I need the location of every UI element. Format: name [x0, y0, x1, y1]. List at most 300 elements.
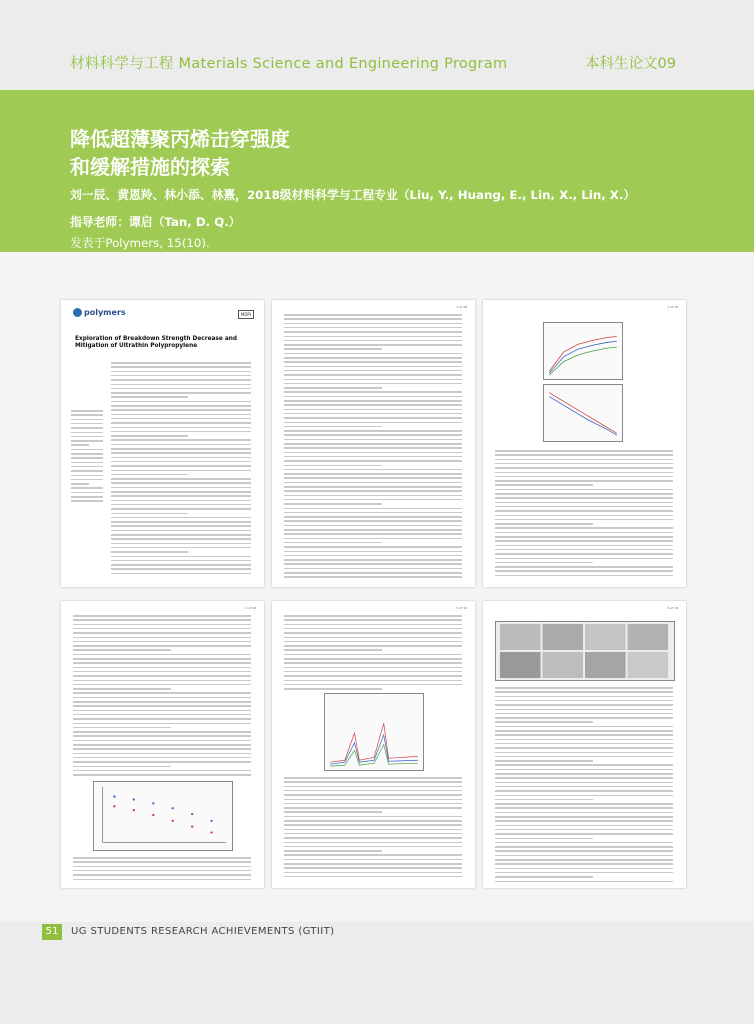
- text-line: [284, 675, 462, 677]
- journal-header: 材料科学与工程 Materials Science and Engineering Program: [70, 56, 508, 72]
- text-line: [284, 465, 382, 467]
- text-line: [284, 876, 462, 878]
- text-line: [284, 615, 462, 617]
- text-line: [284, 456, 462, 458]
- text-line: [284, 452, 462, 454]
- text-line: [111, 560, 251, 562]
- text-line: [284, 867, 462, 869]
- text-line: [495, 527, 673, 529]
- paper-page-1: [61, 300, 264, 587]
- text-line: [284, 409, 462, 411]
- text-line: [284, 572, 462, 574]
- text-line: [111, 525, 251, 527]
- text-line: [111, 500, 251, 502]
- text-line: [284, 859, 462, 861]
- text-line: [73, 870, 251, 872]
- text-line: [111, 482, 251, 484]
- text-line: [111, 568, 251, 570]
- figure-4-sem-images: [495, 621, 675, 681]
- text-line: [73, 857, 251, 859]
- text-line: [284, 434, 462, 436]
- text-line: [495, 502, 673, 504]
- text-line: [71, 479, 103, 481]
- text-line: [111, 478, 251, 480]
- text-line: [284, 854, 462, 856]
- text-line: [111, 422, 251, 424]
- text-line: [73, 740, 251, 742]
- text-line: [495, 872, 673, 874]
- text-line: [73, 654, 251, 656]
- text-line: [111, 435, 188, 437]
- text-line: [495, 523, 593, 525]
- text-line: [71, 414, 103, 416]
- figure-2-plot: [94, 782, 232, 850]
- text-line: [111, 431, 251, 433]
- text-line: [73, 684, 251, 686]
- text-line: [495, 756, 673, 758]
- text-line: [111, 405, 251, 407]
- text-line: [284, 794, 462, 796]
- page-label: 5 of 18: [456, 606, 467, 610]
- text-line: [111, 414, 251, 416]
- text-line: [495, 807, 673, 809]
- text-line: [495, 734, 673, 736]
- text-line: [73, 879, 251, 881]
- text-line: [73, 624, 251, 626]
- text-line: [73, 735, 251, 737]
- text-line: [495, 846, 673, 848]
- text-line: [73, 697, 251, 699]
- text-line: [284, 777, 462, 779]
- text-line: [284, 803, 462, 805]
- text-line: [495, 829, 673, 831]
- text-line: [73, 701, 251, 703]
- text-line: [284, 790, 462, 792]
- text-line: [284, 850, 382, 852]
- text-line: [284, 863, 462, 865]
- text-line: [284, 374, 462, 376]
- text-line: [284, 404, 462, 406]
- text-line: [73, 753, 251, 755]
- text-line: [73, 680, 251, 682]
- text-line: [73, 705, 251, 707]
- text-line: [284, 422, 462, 424]
- footer-text: UG STUDENTS RESEARCH ACHIEVEMENTS (GTIIT): [71, 926, 335, 937]
- text-line: [284, 645, 462, 647]
- text-line: [284, 353, 462, 355]
- text-line: [284, 624, 462, 626]
- text-line: [284, 499, 462, 501]
- text-line: [284, 525, 462, 527]
- article-title-line1: 降低超薄聚丙烯击穿强度: [70, 127, 290, 151]
- text-line: [73, 662, 251, 664]
- text-line: [284, 649, 382, 651]
- published-in: 发表于Polymers, 15(10).: [70, 236, 210, 250]
- text-line: [495, 691, 673, 693]
- text-line: [284, 786, 462, 788]
- text-line: [284, 811, 382, 813]
- text-line: [71, 496, 103, 498]
- text-line: [495, 876, 593, 878]
- footer: [0, 922, 754, 1024]
- text-line: [73, 628, 251, 630]
- text-line: [495, 833, 673, 835]
- text-line: [111, 491, 251, 493]
- text-line: [71, 466, 103, 468]
- text-line: [495, 816, 673, 818]
- text-line: [111, 439, 251, 441]
- text-line: [111, 461, 251, 463]
- text-line: [71, 449, 103, 451]
- text-line: [73, 641, 251, 643]
- text-line: [495, 786, 673, 788]
- paper-page-3: [483, 300, 686, 587]
- text-line: [111, 474, 188, 476]
- text-line: [73, 675, 251, 677]
- text-line: [284, 658, 462, 660]
- text-line: [495, 850, 673, 852]
- text-line: [73, 774, 251, 776]
- text-line: [111, 504, 251, 506]
- text-line: [284, 688, 382, 690]
- header-band: [0, 0, 754, 90]
- text-line: [284, 473, 462, 475]
- text-line: [71, 423, 103, 425]
- text-line: [111, 470, 251, 472]
- text-line: [111, 371, 251, 373]
- text-line: [284, 314, 462, 316]
- text-line: [495, 773, 673, 775]
- text-line: [73, 615, 251, 617]
- text-line: [73, 671, 251, 673]
- text-line: [495, 777, 673, 779]
- text-line: [284, 799, 462, 801]
- text-line: [73, 688, 171, 690]
- paper-page-5: [272, 601, 475, 888]
- text-line: [284, 348, 382, 350]
- text-line: [284, 632, 462, 634]
- text-line: [495, 769, 673, 771]
- text-line: [71, 500, 103, 502]
- text-line: [495, 820, 673, 822]
- text-line: [284, 508, 462, 510]
- text-line: [284, 443, 462, 445]
- paper-title: Exploration of Breakdown Strength Decrease and Mitigation of Ultrathin Polypropylene: [75, 336, 238, 349]
- text-line: [495, 545, 673, 547]
- text-line: [284, 318, 462, 320]
- figure-4-grid: [496, 622, 674, 680]
- text-line: [284, 641, 462, 643]
- text-line: [495, 459, 673, 461]
- text-line: [111, 521, 251, 523]
- text-line: [495, 795, 673, 797]
- text-line: [71, 483, 89, 485]
- text-line: [284, 503, 382, 505]
- text-line: [284, 417, 462, 419]
- text-line: [495, 515, 673, 517]
- text-line: [73, 649, 171, 651]
- text-line: [495, 739, 673, 741]
- page-number: 51: [42, 924, 62, 940]
- text-line: [111, 409, 251, 411]
- text-line: [111, 427, 251, 429]
- text-line: [495, 838, 593, 840]
- text-line: [111, 448, 251, 450]
- text-line: [495, 803, 673, 805]
- journal-logo-icon: [73, 308, 82, 317]
- text-line: [495, 752, 673, 754]
- text-line: [284, 542, 382, 544]
- text-line: [495, 721, 593, 723]
- text-line: [495, 463, 673, 465]
- text-line: [495, 532, 673, 534]
- text-line: [71, 487, 103, 489]
- text-line: [495, 570, 673, 572]
- text-line: [495, 472, 673, 474]
- text-line: [73, 770, 251, 772]
- text-line: [284, 576, 462, 578]
- paper-page-6: [483, 601, 686, 888]
- text-line: [284, 469, 462, 471]
- text-line: [495, 480, 673, 482]
- figure-1b-plot: [544, 385, 622, 441]
- text-line: [495, 868, 673, 870]
- article-title: [70, 125, 490, 181]
- text-line: [71, 492, 103, 494]
- text-line: [284, 357, 462, 359]
- text-line: [284, 538, 462, 540]
- text-line: [73, 667, 251, 669]
- text-line: [71, 457, 103, 459]
- figure-3: [324, 693, 424, 771]
- text-line: [284, 370, 462, 372]
- text-line: [111, 444, 251, 446]
- text-line: [111, 564, 251, 566]
- figure-1b: [543, 384, 623, 442]
- text-line: [495, 493, 673, 495]
- text-line: [495, 855, 673, 857]
- text-line: [284, 807, 462, 809]
- text-line: [71, 440, 103, 442]
- text-line: [284, 555, 462, 557]
- text-line: [495, 519, 673, 521]
- text-line: [111, 375, 251, 377]
- text-line: [495, 842, 673, 844]
- text-line: [495, 510, 673, 512]
- text-line: [284, 872, 462, 874]
- text-line: [73, 731, 251, 733]
- text-line: [495, 536, 673, 538]
- text-line: [284, 495, 462, 497]
- text-line: [111, 452, 251, 454]
- text-line: [111, 530, 251, 532]
- text-line: [111, 551, 188, 553]
- text-line: [495, 562, 593, 564]
- text-line: [495, 575, 673, 577]
- text-line: [284, 520, 462, 522]
- text-line: [495, 717, 673, 719]
- advisor: 指导老师：谭启（Tan, D. Q.）: [70, 215, 241, 229]
- text-line: [284, 387, 382, 389]
- text-line: [71, 475, 103, 477]
- text-line: [495, 799, 593, 801]
- text-line: [111, 556, 251, 558]
- text-line: [111, 366, 251, 368]
- text-line: [284, 654, 462, 656]
- text-line: [73, 632, 251, 634]
- text-line: [284, 327, 462, 329]
- text-line: [284, 559, 462, 561]
- text-line: [111, 465, 251, 467]
- text-line: [284, 551, 462, 553]
- text-line: [71, 436, 103, 438]
- text-line: [495, 566, 673, 568]
- text-line: [284, 383, 462, 385]
- text-line: [495, 881, 673, 883]
- text-line: [495, 467, 673, 469]
- article-title-line2: 和缓解措施的探索: [70, 155, 230, 179]
- text-line: [73, 714, 251, 716]
- text-line: [111, 384, 251, 386]
- text-line: [111, 379, 251, 381]
- text-line: [111, 517, 251, 519]
- text-line: [73, 692, 251, 694]
- text-line: [284, 837, 462, 839]
- text-line: [284, 824, 462, 826]
- text-line: [73, 727, 171, 729]
- text-line: [111, 508, 251, 510]
- text-line: [71, 462, 103, 464]
- text-line: [284, 336, 462, 338]
- text-line: [73, 866, 251, 868]
- text-line: [284, 781, 462, 783]
- text-line: [495, 713, 673, 715]
- text-line: [284, 546, 462, 548]
- text-line: [284, 413, 462, 415]
- text-line: [73, 757, 251, 759]
- text-line: [71, 470, 103, 472]
- text-line: [71, 410, 103, 412]
- text-line: [495, 825, 673, 827]
- text-line: [111, 457, 251, 459]
- text-line: [284, 323, 462, 325]
- text-line: [495, 790, 673, 792]
- text-line: [495, 700, 673, 702]
- text-line: [111, 392, 251, 394]
- text-line: [73, 637, 251, 639]
- text-line: [73, 619, 251, 621]
- text-line: [284, 366, 462, 368]
- text-line: [284, 340, 462, 342]
- text-line: [495, 558, 673, 560]
- text-line: [284, 396, 462, 398]
- text-line: [495, 760, 593, 762]
- text-line: [495, 863, 673, 865]
- text-line: [284, 490, 462, 492]
- text-line: [73, 718, 251, 720]
- text-line: [73, 861, 251, 863]
- text-line: [111, 495, 251, 497]
- text-line: [111, 573, 251, 575]
- text-line: [111, 401, 251, 403]
- text-line: [111, 388, 251, 390]
- text-line: [284, 628, 462, 630]
- text-line: [284, 486, 462, 488]
- text-line: [495, 489, 673, 491]
- text-line: [284, 391, 462, 393]
- text-line: [111, 362, 251, 364]
- text-line: [284, 512, 462, 514]
- text-line: [495, 454, 673, 456]
- text-line: [284, 460, 462, 462]
- text-line: [495, 743, 673, 745]
- text-line: [284, 816, 462, 818]
- authors: 刘一辰、黄恩羚、林小添、林熹，2018级材料科学与工程专业（Liu, Y., Huang, E., Lin, X., Lin, X.）: [70, 188, 636, 202]
- text-line: [284, 379, 462, 381]
- text-line: [284, 400, 462, 402]
- text-line: [495, 730, 673, 732]
- text-line: [495, 497, 673, 499]
- text-line: [284, 361, 462, 363]
- paper-page-2: [272, 300, 475, 587]
- text-line: [284, 331, 462, 333]
- page-label: 3 of 18: [667, 305, 678, 309]
- text-line: [73, 874, 251, 876]
- text-line: [284, 563, 462, 565]
- text-line: [111, 534, 251, 536]
- text-line: [111, 396, 188, 398]
- text-line: [495, 687, 673, 689]
- text-line: [284, 430, 462, 432]
- text-line: [73, 723, 251, 725]
- paper-page-4: [61, 601, 264, 888]
- text-line: [495, 450, 673, 452]
- text-line: [495, 704, 673, 706]
- text-line: [73, 710, 251, 712]
- page-label: 6 of 18: [667, 606, 678, 610]
- text-line: [284, 482, 462, 484]
- publisher-logo: MDPI: [238, 310, 254, 319]
- figure-3-plot: [325, 694, 423, 770]
- text-line: [284, 344, 462, 346]
- text-line: [111, 538, 251, 540]
- text-line: [284, 820, 462, 822]
- text-line: [495, 696, 673, 698]
- text-line: [284, 529, 462, 531]
- journal-logo: polymers: [73, 308, 126, 317]
- text-line: [284, 829, 462, 831]
- text-line: [73, 761, 251, 763]
- text-line: [284, 516, 462, 518]
- figure-2: [93, 781, 233, 851]
- text-line: [284, 662, 462, 664]
- text-line: [71, 444, 89, 446]
- text-line: [495, 726, 673, 728]
- text-line: [284, 842, 462, 844]
- text-line: [495, 553, 673, 555]
- text-line: [284, 533, 462, 535]
- page-label: 2 of 18: [456, 305, 467, 309]
- text-line: [284, 667, 462, 669]
- text-line: [495, 549, 673, 551]
- text-line: [71, 419, 103, 421]
- text-line: [495, 859, 673, 861]
- text-line: [73, 748, 251, 750]
- text-line: [495, 484, 593, 486]
- text-line: [111, 547, 251, 549]
- text-line: [111, 543, 251, 545]
- text-line: [111, 487, 251, 489]
